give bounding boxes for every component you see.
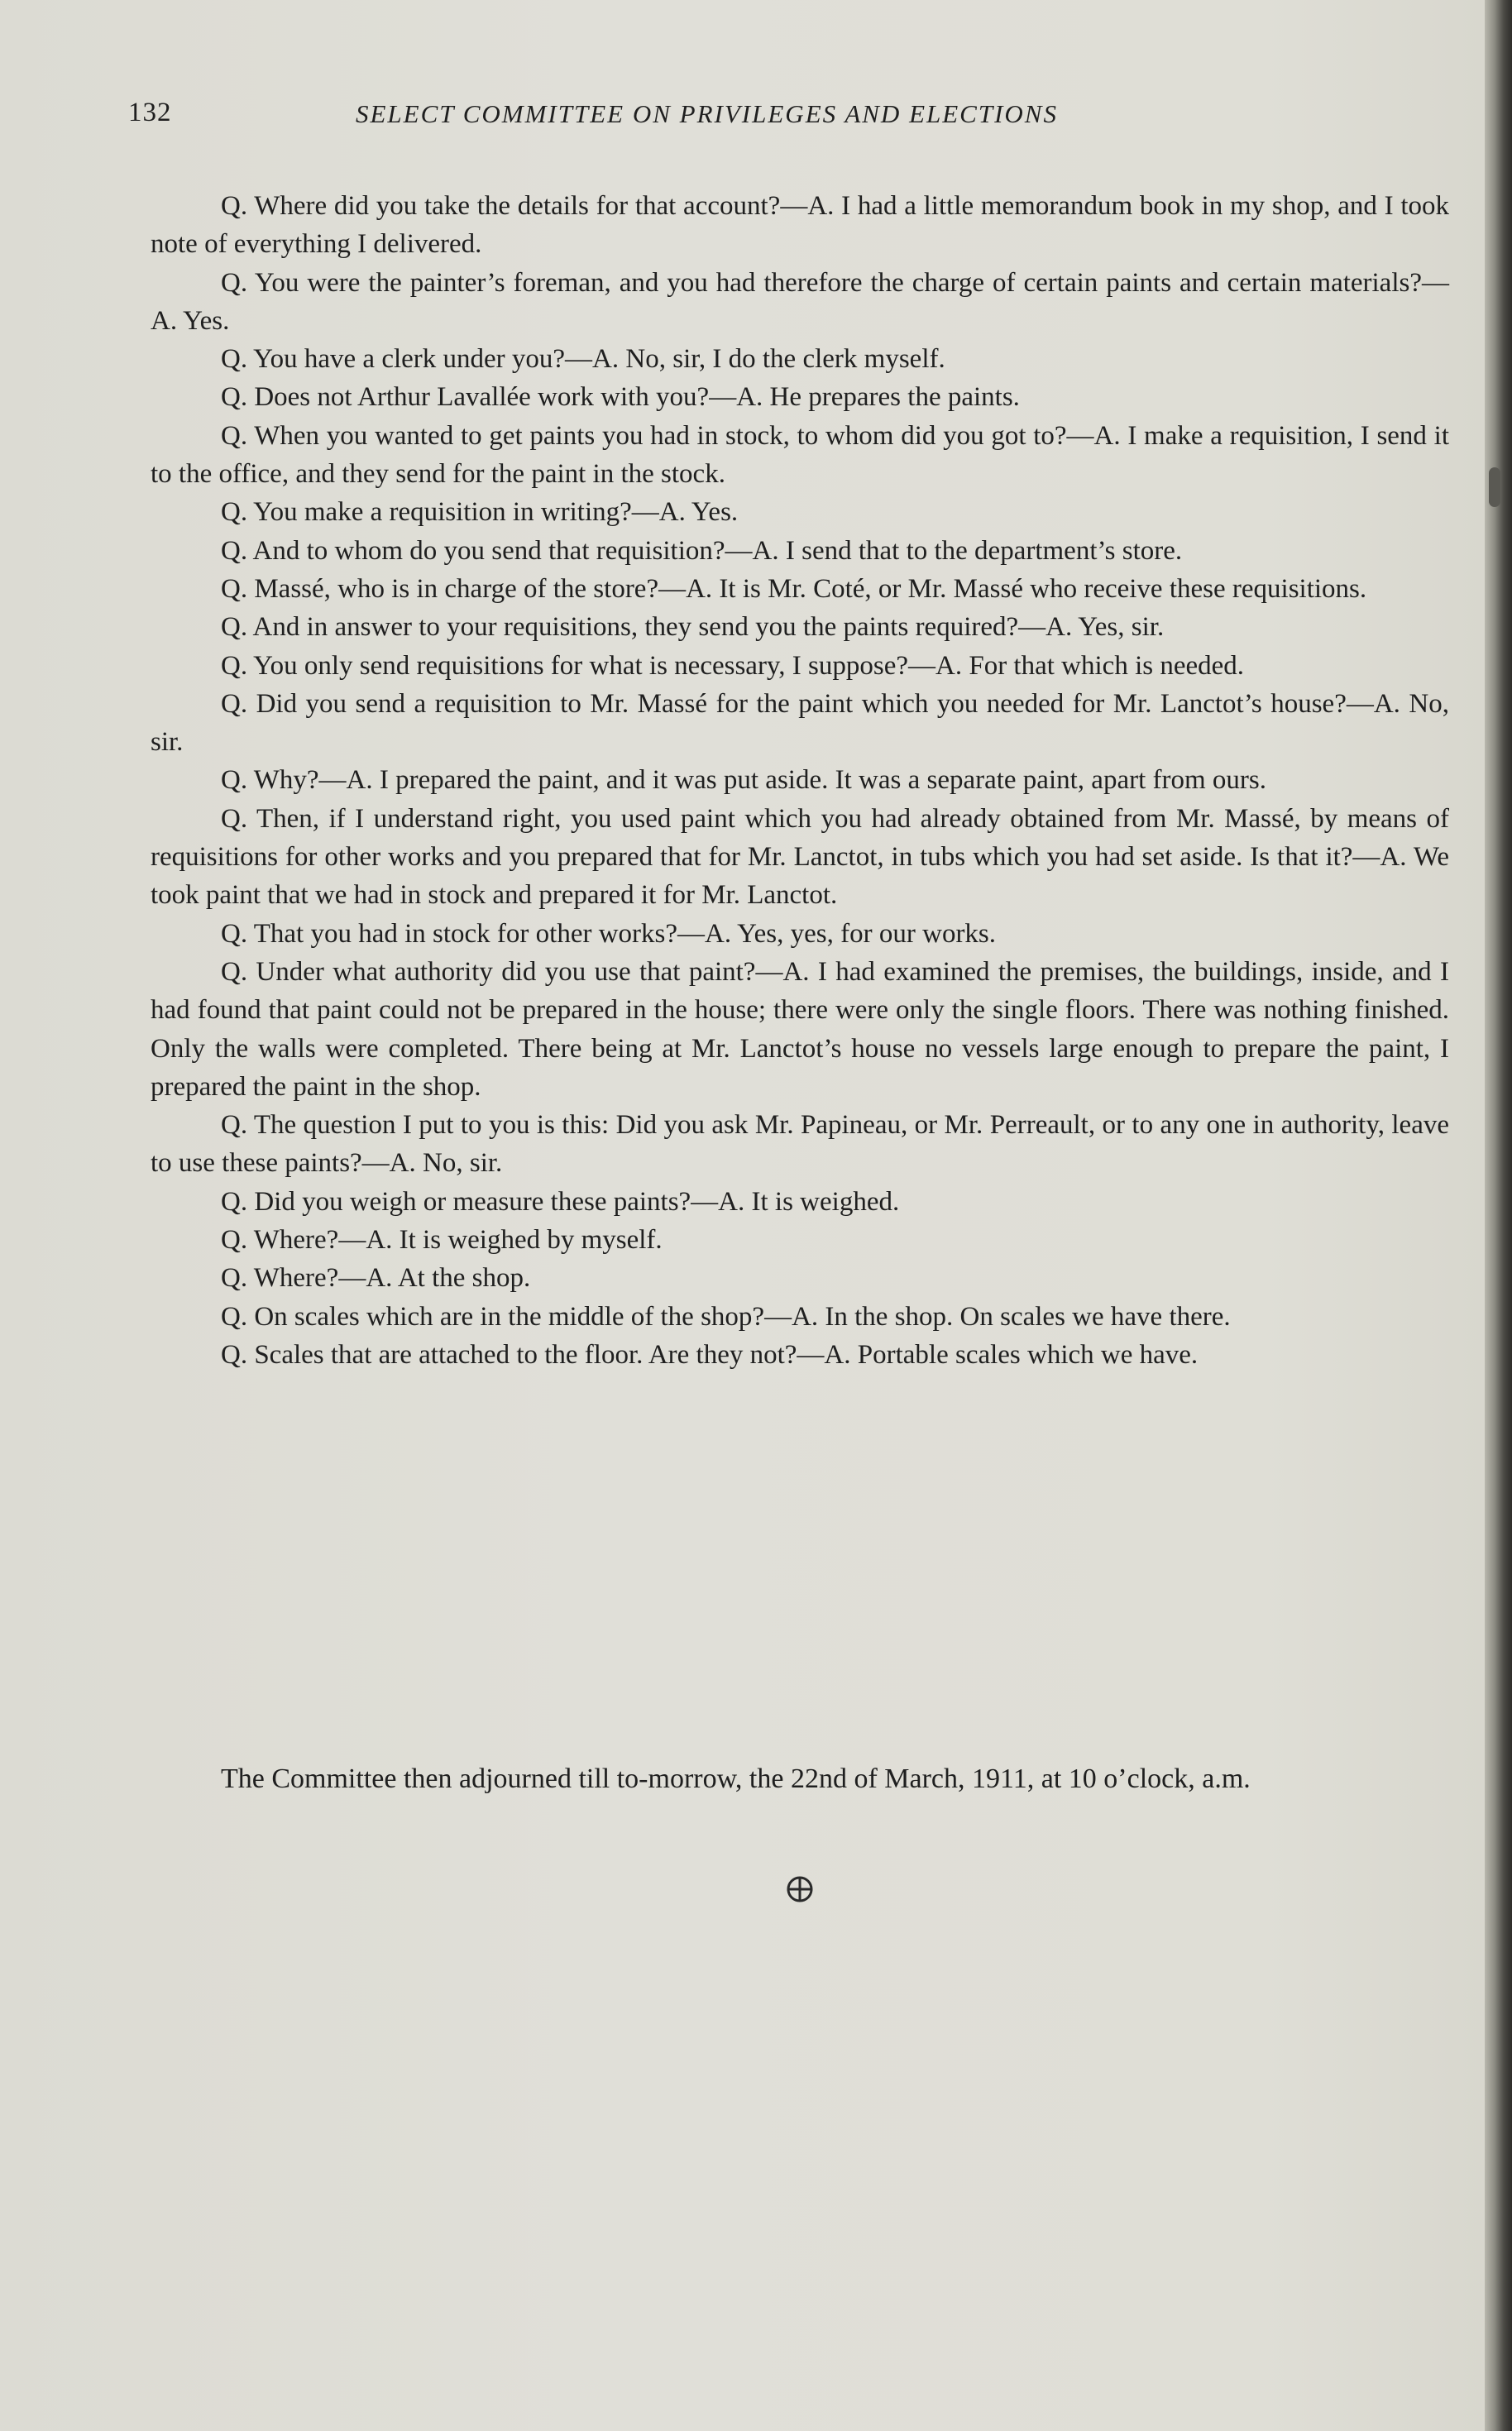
testimony-paragraph: Q. Scales that are attached to the floor. Are they not?—A. Portable scales which we have. (221, 1339, 1199, 1370)
testimony-paragraph: Q. Did you send a requisition to Mr. Massé for the paint which you needed for Mr. Lanctot’s house?—A. No, sir. (151, 688, 1449, 758)
testimony-paragraph: Q. Did you weigh or measure these paints?—A. It is weighed. (221, 1186, 900, 1217)
testimony-paragraph: Q. Massé, who is in charge of the store?—A. It is Mr. Coté, or Mr. Massé who receive these requisitions. (221, 573, 1367, 604)
circled-cross-icon (786, 1875, 814, 1903)
testimony-paragraph: Q. Then, if I understand right, you used paint which you had already obtained from Mr. Massé, by means of requisitions for other works and you prepared that for Mr. Lanctot, in tubs which you had set aside. Is that it?—A. We took paint that we had in stock and prepared it for Mr. Lanctot. (151, 803, 1449, 911)
testimony-paragraph: Q. That you had in stock for other works?—A. Yes, yes, for our works. (221, 918, 997, 949)
testimony-paragraph: Q. Why?—A. I prepared the paint, and it was put aside. It was a separate paint, apart from ours. (221, 765, 1266, 796)
testimony-paragraph: Q. Does not Arthur Lavallée work with you?—A. He prepares the paints. (221, 382, 1020, 413)
testimony-paragraph: Q. You make a requisition in writing?—A. Yes. (221, 497, 739, 528)
testimony-paragraph: Q. Where?—A. It is weighed by myself. (221, 1225, 663, 1256)
page-header (128, 98, 1452, 139)
testimony-paragraph: Q. And in answer to your requisitions, they send you the paints required?—A. Yes, sir. (221, 612, 1165, 643)
testimony-paragraph: Q. And to whom do you send that requisition?—A. I send that to the department’s store. (221, 535, 1183, 566)
book-binding-edge (1485, 0, 1512, 2431)
adjournment-note: The Committee then adjourned till to-morrow, the 22nd of March, 1911, at 10 o’clock, a.m. (221, 1763, 1251, 1794)
testimony-paragraph: Q. When you wanted to get paints you had in stock, to whom did you got to?—A. I make a requisition, I send it to the office, and they send for the paint in the stock. (151, 420, 1449, 490)
testimony-paragraph: Q. Under what authority did you use that paint?—A. I had examined the premises, the buildings, inside, and I had found that paint could not be prepared in the house; there were only the single floors. There was nothing finished. Only the walls were completed. There being at Mr. Lanctot’s house no vessels large enough to prepare the paint, I prepared the paint in the shop. (151, 956, 1449, 1102)
testimony-paragraph: Q. Where did you take the details for that account?—A. I had a little memorandum book in my shop, and I took note of everything I delivered. (151, 191, 1449, 260)
testimony-body (151, 187, 1449, 1374)
testimony-paragraph: Q. You only send requisitions for what is necessary, I suppose?—A. For that which is needed. (221, 650, 1245, 681)
testimony-paragraph: Q. You were the painter’s foreman, and you had therefore the charge of certain paints and certain materials?—A. Yes. (151, 267, 1449, 336)
page-number: 132 (128, 98, 172, 127)
testimony-paragraph: Q. You have a clerk under you?—A. No, sir, I do the clerk myself. (221, 344, 945, 375)
binding-tab (1489, 467, 1500, 507)
running-head: SELECT COMMITTEE ON PRIVILEGES AND ELECTIONS (356, 99, 1058, 128)
testimony-paragraph: Q. The question I put to you is this: Did you ask Mr. Papineau, or Mr. Perreault, or to any one in authority, leave to use these paints?—A. No, sir. (151, 1110, 1449, 1179)
testimony-paragraph: Q. Where?—A. At the shop. (221, 1263, 531, 1294)
testimony-paragraph: Q. On scales which are in the middle of the shop?—A. In the shop. On scales we have there. (221, 1301, 1231, 1332)
